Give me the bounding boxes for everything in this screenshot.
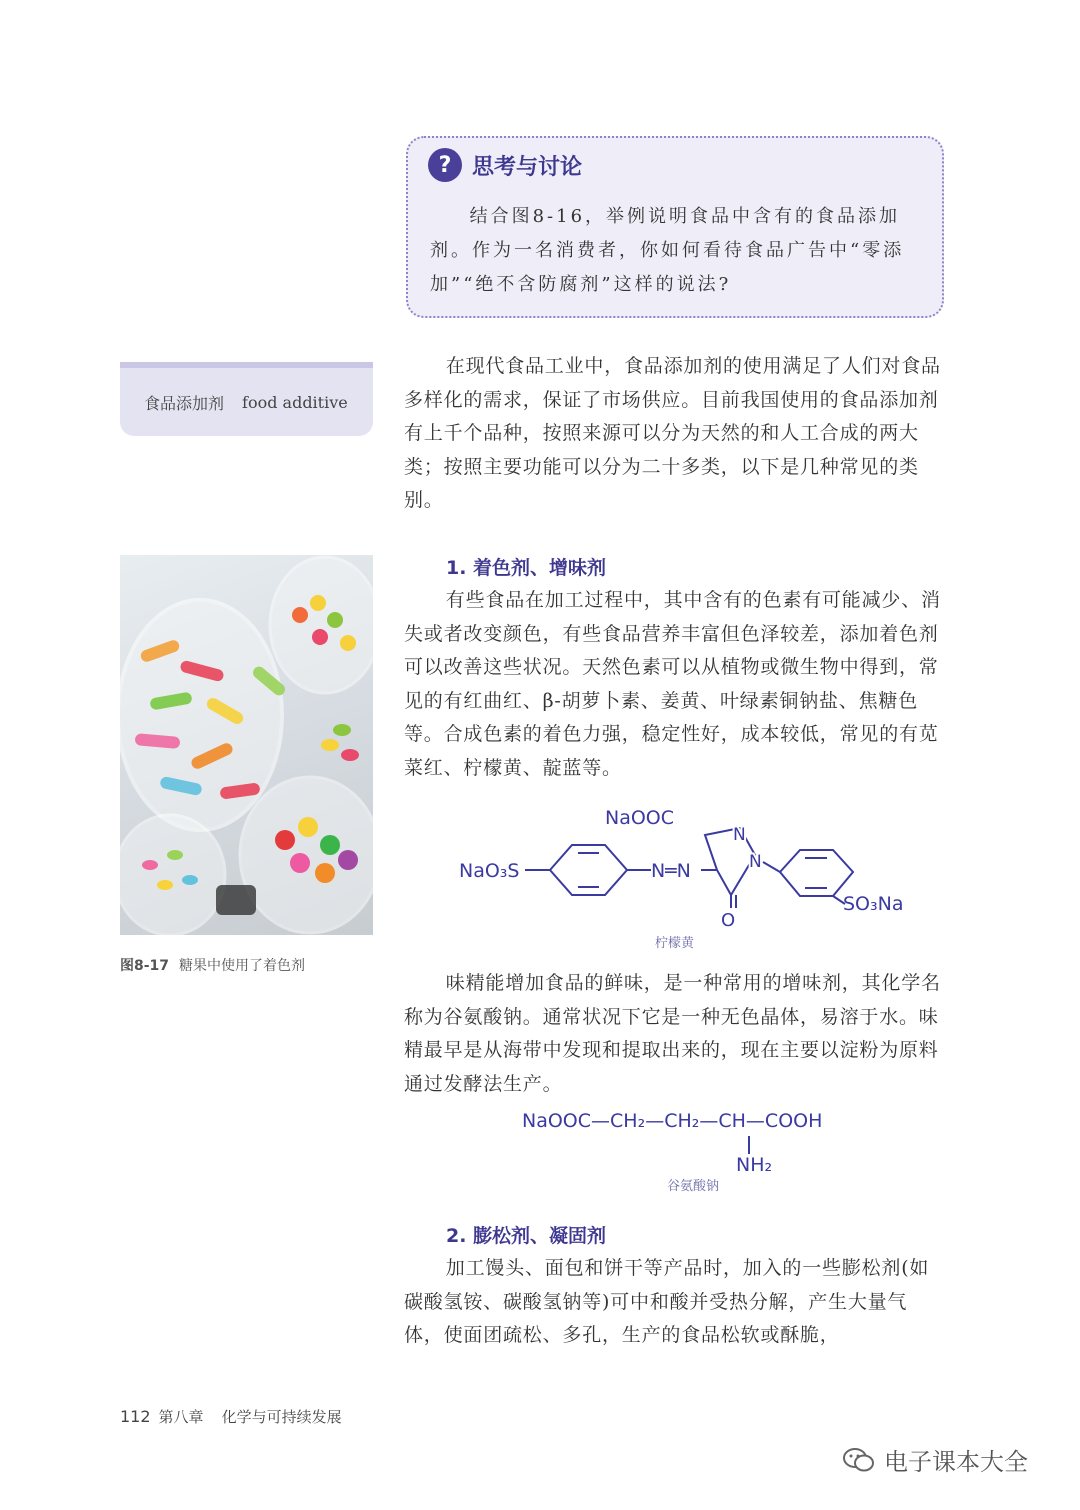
- azo-group: N═N: [651, 860, 691, 882]
- discussion-text: 结合图8-16，举例说明食品中含有的食品添加剂。作为一名消费者，你如何看待食品广告中“零添加”“绝不含防腐剂”这样的说法?: [430, 206, 905, 295]
- question-icon: ?: [428, 148, 462, 182]
- right-sulfonate-group: SO₃Na: [843, 893, 904, 915]
- ring-nitrogen: N: [749, 852, 762, 872]
- section-1-paragraph-1: 有些食品在加工过程中，其中含有的色素有可能减少、消失或者改变颜色，有些食品营养丰富但色泽较差，添加着色剂可以改善这些状况。天然色素可以从植物或微生物中得到，常见的有红曲红、β-胡萝卜素、姜黄、叶绿素铜钠盐、焦糖色等。合成色素的着色力强，稳定性好，成本较低，常见的有苋菜红、柠檬黄、靛蓝等。: [404, 589, 941, 779]
- left-sulfonate-group: NaO₃S: [459, 860, 520, 882]
- section-2-heading: 2. 膨松剂、凝固剂: [446, 1225, 607, 1247]
- figure-caption-text: 糖果中使用了着色剂: [179, 958, 306, 974]
- carboxylate-group: NaOOC: [605, 807, 675, 829]
- discussion-title: 思考与讨论: [472, 154, 583, 180]
- page-number: 112: [120, 1407, 151, 1426]
- msg-caption: 谷氨酸钠: [667, 1179, 720, 1194]
- section-1-heading: 1. 着色剂、增味剂: [446, 557, 607, 579]
- carbonyl-oxygen: O: [721, 910, 736, 930]
- discussion-header: [428, 148, 582, 182]
- chapter-title: 化学与可持续发展: [221, 1408, 342, 1426]
- msg-structure: [522, 1110, 822, 1132]
- candy-illustration: [120, 555, 373, 935]
- chapter-label: 第八章: [158, 1408, 204, 1426]
- glossary-box: [120, 362, 373, 436]
- intro-paragraph: 在现代食品工业中，食品添加剂的使用满足了人们对食品多样化的需求，保证了市场供应。目前我国使用的食品添加剂有上千个品种，按照来源可以分为天然的和人工合成的两大类；按照主要功能可以分为二十多类，以下是几种常见的类别。: [404, 355, 941, 512]
- page-footer: [120, 1406, 342, 1427]
- section-2-paragraph-1: 加工馒头、面包和饼干等产品时，加入的一些膨松剂(如碳酸氢铵、碳酸氢钠等)可中和酸并受热分解，产生大量气体，使面团疏松、多孔，生产的食品松软或酥脆，: [404, 1257, 930, 1347]
- brand-name: 电子课本大全: [884, 1448, 1028, 1476]
- ring-nitrogen-top: N: [733, 825, 746, 845]
- wechat-icon: [842, 1446, 876, 1474]
- msg-chain: NaOOC—CH₂—CH₂—CH—COOH: [522, 1110, 823, 1132]
- candy-jars-photo: [120, 555, 373, 935]
- figure-label: 图8-17: [120, 958, 170, 974]
- tartrazine-caption: 柠檬黄: [655, 936, 695, 951]
- msg-bond-line: [748, 1136, 750, 1154]
- section-1-paragraph-2: 味精能增加食品的鲜味，是一种常用的增味剂，其化学名称为谷氨酸钠。通常状况下它是一种无色晶体，易溶于水。味精最早是从海带中发现和提取出来的，现在主要以淀粉为原料通过发酵法生产。: [404, 972, 941, 1095]
- glossary-term-cn: 食品添加剂: [144, 393, 225, 413]
- tartrazine-structure: [455, 800, 925, 930]
- source-watermark: [842, 1442, 1028, 1477]
- discussion-box: [406, 136, 944, 318]
- figure-caption: [120, 955, 305, 975]
- msg-amine: NH₂: [736, 1154, 773, 1176]
- glossary-term-en: food additive: [242, 392, 348, 412]
